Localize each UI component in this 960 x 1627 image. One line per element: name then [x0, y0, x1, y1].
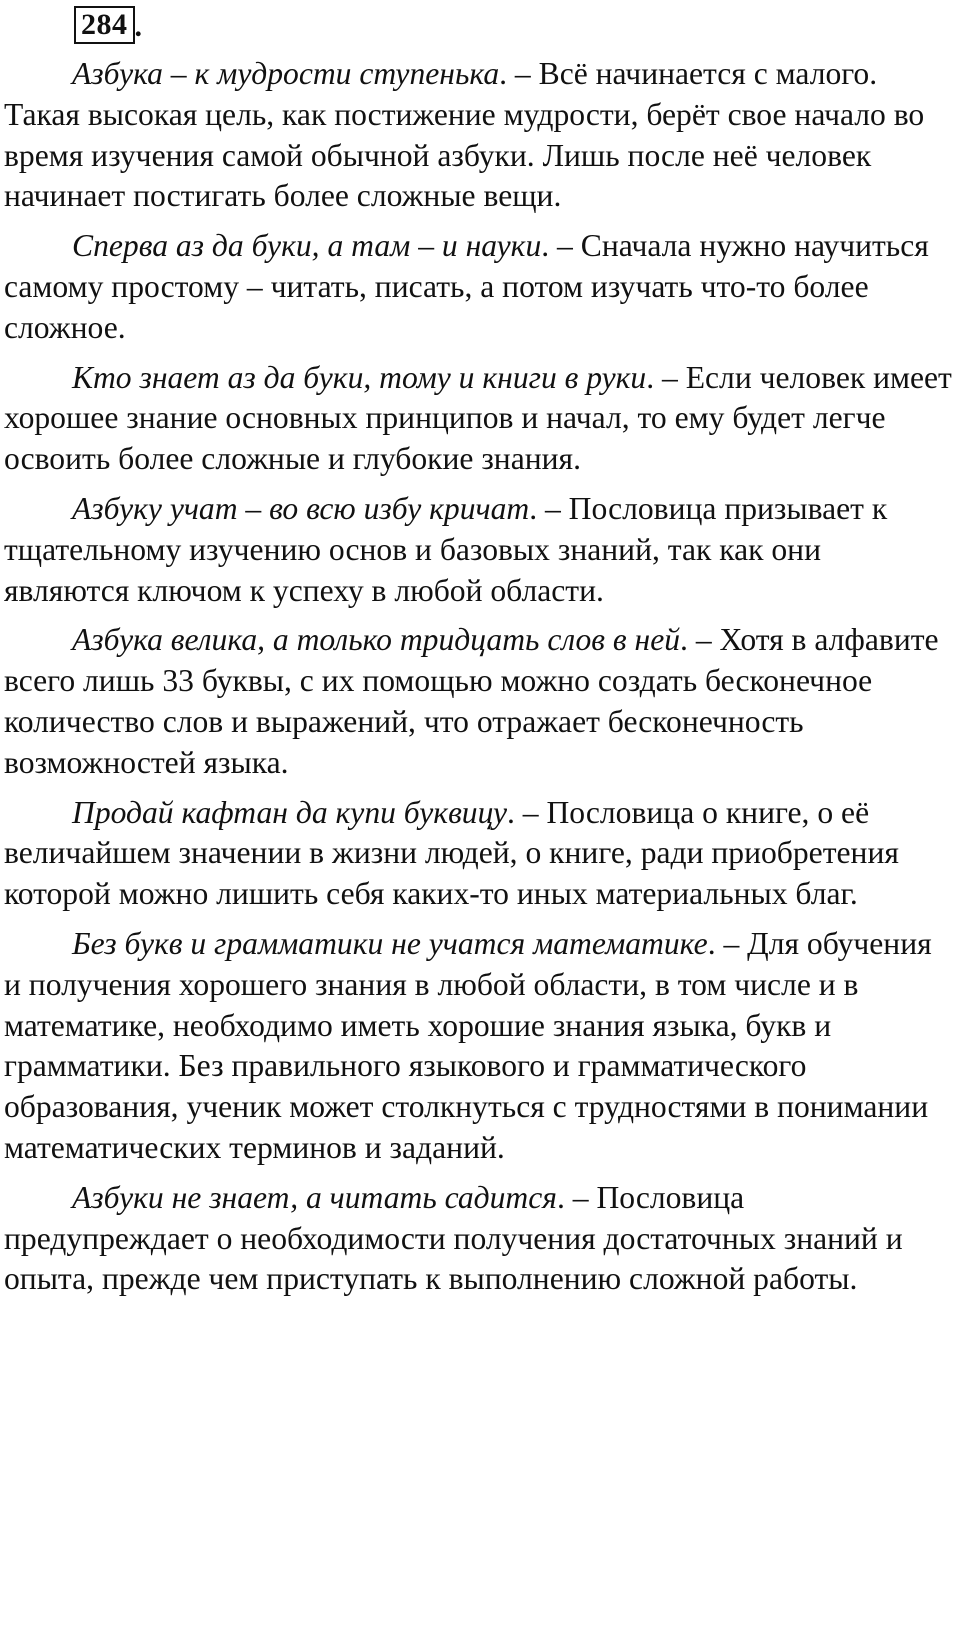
- exercise-number: 284: [74, 6, 135, 44]
- proverb-text: Сперва аз да буки, а там – и науки: [72, 228, 542, 264]
- explanation-text: . – Пословица призывает к тщательному изучению основ и базовых знаний, так как они являются ключом к успеху в любой области.: [4, 490, 888, 608]
- proverb-text: Без букв и грамматики не учатся математике: [72, 925, 708, 961]
- proverb-text: Азбука велика, а только тридцать слов в ней: [72, 622, 681, 658]
- explanation-text: . – Всё начинается с малого. Такая высокая цель, как постижение мудрости, берёт свое начало во время изучения самой обычной азбуки. Лишь после неё человек начинает постигать более сложные вещи.: [4, 56, 925, 214]
- proverb-paragraph: [4, 1178, 954, 1300]
- proverb-paragraph: [4, 226, 954, 348]
- explanation-text: . – Пословица о книге, о её величайшем значении в жизни людей, о книге, ради приобретения которой можно лишить себя каких-то иных материальных благ.: [4, 794, 899, 912]
- proverb-paragraph: [4, 358, 954, 480]
- explanation-text: . – Если человек имеет хорошее знание основных принципов и начал, то ему будет легче освоить более сложные и глубокие знания.: [4, 359, 952, 477]
- proverb-text: Азбуки не знает, а читать садится: [72, 1179, 557, 1215]
- proverb-paragraph: [4, 54, 954, 217]
- proverb-paragraph: [4, 620, 954, 783]
- explanation-text: . – Пословица предупреждает о необходимости получения достаточных знаний и опыта, прежде чем приступать к выполнению сложной работы.: [4, 1179, 903, 1297]
- proverb-text: Азбуку учат – во всю избу кричат: [72, 490, 530, 526]
- proverb-paragraph: [4, 924, 954, 1169]
- explanation-text: . – Хотя в алфавите всего лишь 33 буквы, с их помощью можно создать бесконечное количество слов и выражений, что отражает бесконечность возможностей языка.: [4, 622, 939, 780]
- proverb-paragraph: [4, 489, 954, 611]
- proverb-text: Кто знает аз да буки, тому и книги в руки: [72, 359, 647, 395]
- proverb-text: Продай кафтан да купи буквицу: [72, 794, 507, 830]
- exercise-header: [74, 4, 142, 44]
- exercise-body: [4, 54, 954, 1309]
- exercise-number-dot: .: [134, 10, 142, 43]
- proverb-paragraph: [4, 793, 954, 915]
- explanation-text: . – Сначала нужно научиться самому простому – читать, писать, а потом изучать что-то более сложное.: [4, 228, 929, 345]
- explanation-text: . – Для обучения и получения хорошего знания в любой области, в том числе и в математике, необходимо иметь хорошие знания языка, букв и грамматики. Без правильного языкового и грамматического образования, ученик может столкнуться с трудностями в понимании математических терминов и заданий.: [4, 925, 932, 1165]
- proverb-text: Азбука – к мудрости ступенька: [72, 56, 500, 91]
